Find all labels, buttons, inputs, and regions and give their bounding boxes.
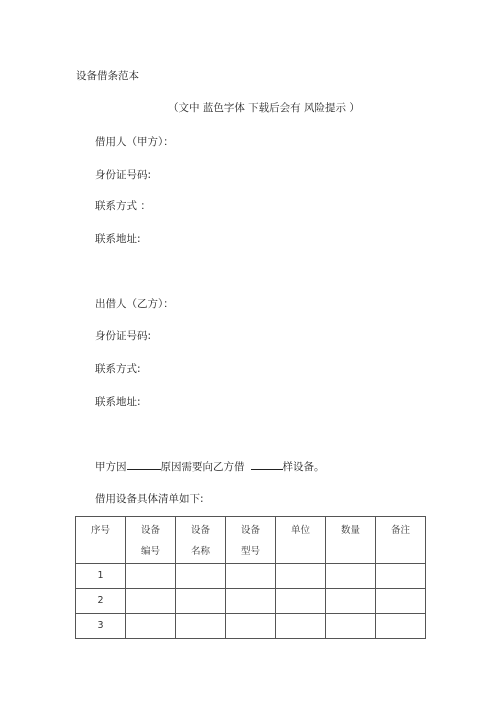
header-cell-unit xyxy=(276,517,326,564)
header-cell-serial xyxy=(76,517,126,564)
table-cell xyxy=(176,589,226,614)
table-cell xyxy=(376,564,426,589)
party-a-id-label: 身份证号码: xyxy=(95,169,152,181)
row-number: 2 xyxy=(97,595,104,606)
row-number-cell xyxy=(76,564,126,589)
table-cell xyxy=(326,564,376,589)
table-cell xyxy=(176,564,226,589)
row-number: 1 xyxy=(97,570,104,581)
table-cell xyxy=(226,589,276,614)
party-b-address-label: 联系地址: xyxy=(95,396,141,408)
header-text: 名称 xyxy=(190,546,210,557)
table-cell xyxy=(376,614,426,639)
header-cell-equipment-name xyxy=(176,517,226,564)
borrow-sentence xyxy=(95,459,325,474)
table-cell xyxy=(276,614,326,639)
table-cell xyxy=(326,589,376,614)
row-number-cell xyxy=(76,614,126,639)
party-a-contact-label: 联系方式 ： xyxy=(95,200,151,212)
party-a-label: 借用人（甲方）： xyxy=(95,136,174,148)
header-text: 备注 xyxy=(390,525,410,536)
party-b-contact-label: 联系方式: xyxy=(95,363,141,375)
table-cell xyxy=(276,589,326,614)
header-text: 编号 xyxy=(140,546,160,557)
sentence-part-1: 甲方因 xyxy=(95,461,127,473)
table-cell xyxy=(226,564,276,589)
risk-notice: （文中 蓝色字体 下载后会有 风险提示 ） xyxy=(168,102,360,114)
table-cell xyxy=(226,614,276,639)
table-cell xyxy=(126,564,176,589)
header-text: 设备 xyxy=(140,525,160,536)
table-cell xyxy=(376,589,426,614)
header-text: 数量 xyxy=(340,525,360,536)
party-a-address-label: 联系地址: xyxy=(95,233,141,245)
header-text: 设备 xyxy=(240,525,260,536)
equipment-list-intro: 借用设备具体清单如下: xyxy=(95,493,204,505)
sentence-part-3: 样设备。 xyxy=(282,461,325,473)
header-text: 单位 xyxy=(290,525,310,536)
header-text: 序号 xyxy=(90,525,110,536)
header-cell-remarks xyxy=(376,517,426,564)
sentence-part-2: 原因需要向乙方借 xyxy=(160,461,245,473)
reason-blank xyxy=(127,459,161,470)
header-text: 设备 xyxy=(190,525,210,536)
table-cell xyxy=(126,614,176,639)
row-number: 3 xyxy=(97,620,104,631)
header-cell-equipment-number xyxy=(126,517,176,564)
party-b-id-label: 身份证号码: xyxy=(95,330,152,342)
row-number-cell xyxy=(76,589,126,614)
table-header-row xyxy=(76,517,426,564)
table-cell xyxy=(176,614,226,639)
equipment-table xyxy=(75,516,426,639)
table-cell xyxy=(276,564,326,589)
table-row xyxy=(76,589,426,614)
party-b-label: 出借人（乙方）： xyxy=(95,298,174,310)
header-cell-quantity xyxy=(326,517,376,564)
document-title: 设备借条范本 xyxy=(76,70,139,82)
table-cell xyxy=(326,614,376,639)
table-cell xyxy=(126,589,176,614)
quantity-blank xyxy=(251,459,283,470)
header-cell-equipment-model xyxy=(226,517,276,564)
table-row xyxy=(76,564,426,589)
header-text: 型号 xyxy=(240,546,260,557)
table-row xyxy=(76,614,426,639)
